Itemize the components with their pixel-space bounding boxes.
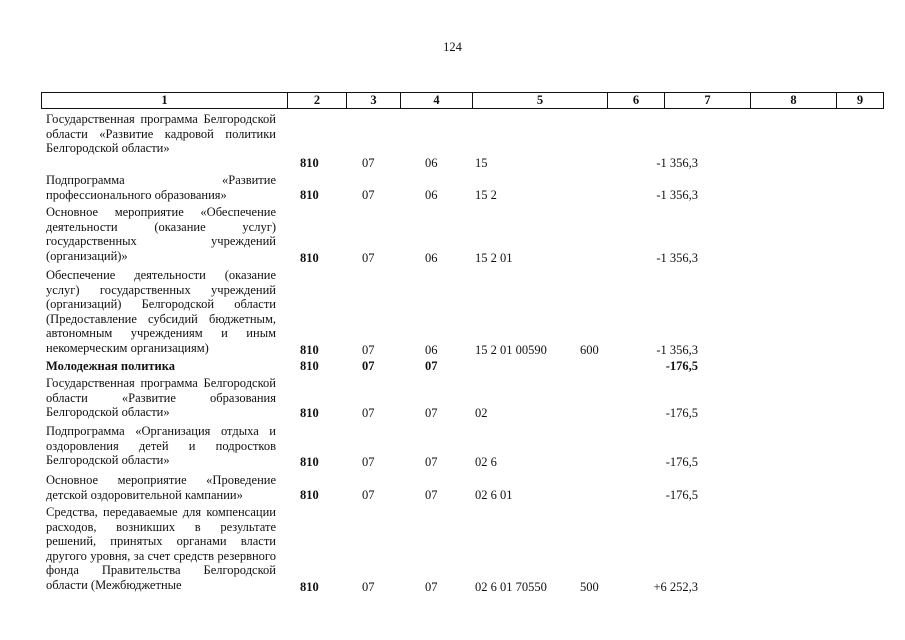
header-col-5: 5 [472,93,607,108]
header-col-9: 9 [836,93,883,108]
row-amount: -1 356,3 [656,251,698,265]
row-amount: +6 252,3 [653,580,698,594]
row-section: 07 [362,359,375,373]
row-name: Основное мероприятие «Обеспечение деятельности (оказание услуг) государственных учреждений (организаций)» [46,205,276,263]
row-target: 15 [475,156,488,170]
row-expense-type: 600 [580,343,599,357]
row-code: 810 [300,188,319,202]
row-name: Подпрограмма «Развитие профессионального образования» [46,173,276,202]
row-section: 07 [362,343,375,357]
row-name: Молодежная политика [46,359,176,373]
row-subsection: 07 [425,406,438,420]
row-name: Средства, передаваемые для компенсации расходов, возникших в результате решений, принятых органами власти другого уровня, за счет средств резервного фонда Правительства Белгородской области (Межбюджетные [46,505,276,592]
row-section: 07 [362,251,375,265]
row-amount: -176,5 [665,406,698,420]
row-name: Подпрограмма «Организация отдыха и оздоровления детей и подростков Белгородской области» [46,424,276,468]
row-target: 02 6 01 [475,488,513,502]
row-code: 810 [300,488,319,502]
row-amount: -176,5 [665,455,698,469]
row-code: 810 [300,343,319,357]
row-name: Основное мероприятие «Проведение детской оздоровительной кампании» [46,473,276,502]
row-section: 07 [362,406,375,420]
row-target: 15 2 01 00590 [475,343,547,357]
header-col-4: 4 [400,93,472,108]
header-col-1: 1 [161,93,168,107]
row-name: Обеспечение деятельности (оказание услуг) государственных учреждений (организаций) Белгородской области (Предоставление субсидий бюджетным, автономным учреждениям и иным некомерческим организациям) [46,268,276,355]
header-col-2: 2 [287,93,346,108]
header-col-7: 7 [664,93,750,108]
row-target: 02 [475,406,488,420]
row-amount: -1 356,3 [656,188,698,202]
row-code: 810 [300,156,319,170]
table-header [41,92,884,109]
row-subsection: 07 [425,488,438,502]
header-col-8: 8 [750,93,836,108]
row-subsection: 06 [425,343,438,357]
row-subsection: 06 [425,156,438,170]
row-section: 07 [362,156,375,170]
header-col-6: 6 [607,93,664,108]
row-subsection: 07 [425,455,438,469]
row-section: 07 [362,580,375,594]
row-target: 15 2 [475,188,497,202]
row-amount: -1 356,3 [656,343,698,357]
row-subsection: 06 [425,188,438,202]
row-subsection: 06 [425,251,438,265]
row-code: 810 [300,455,319,469]
header-col-3: 3 [346,93,400,108]
row-amount: -1 356,3 [656,156,698,170]
row-name: Государственная программа Белгородской области «Развитие кадровой политики Белгородской области» [46,112,276,156]
row-subsection: 07 [425,359,438,373]
row-section: 07 [362,455,375,469]
row-section: 07 [362,188,375,202]
row-expense-type: 500 [580,580,599,594]
row-code: 810 [300,580,319,594]
row-name: Государственная программа Белгородской области «Развитие образования Белгородской области» [46,376,276,420]
row-target: 15 2 01 [475,251,513,265]
row-section: 07 [362,488,375,502]
row-code: 810 [300,359,319,373]
row-target: 02 6 [475,455,497,469]
row-amount: -176,5 [665,488,698,502]
row-subsection: 07 [425,580,438,594]
row-amount: -176,5 [665,359,698,373]
page-number: 124 [443,40,462,54]
row-code: 810 [300,251,319,265]
row-code: 810 [300,406,319,420]
row-target: 02 6 01 70550 [475,580,547,594]
